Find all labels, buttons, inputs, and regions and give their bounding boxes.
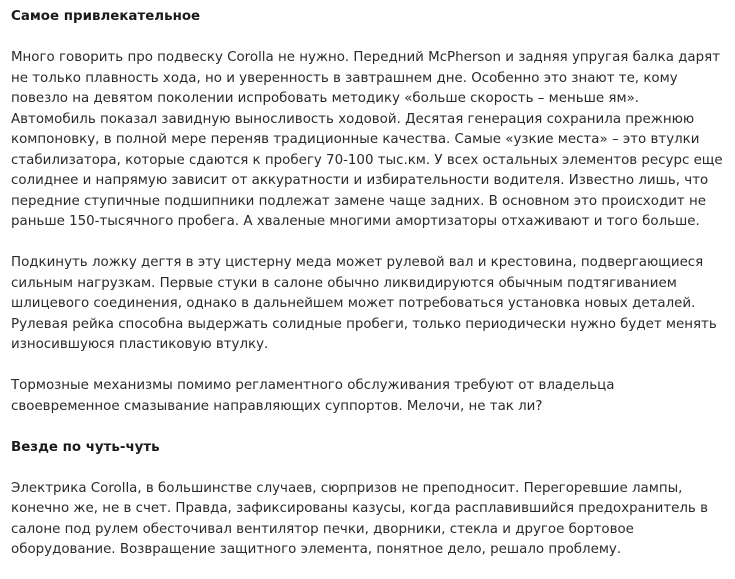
paragraph-electrics: Электрика Corolla, в большинстве случаев, сюрпризов не преподносит. Перегоревшие лампы, конечно же, не в счет. Правда, зафиксированы казусы, когда расплавившийся предохранитель в салоне под рулем обесточивал вентилятор печки, дворники, стекла и другое бортовое оборудование. Возвращение защитного элемента, понятное дело, решало проблему.: [11, 480, 708, 557]
paragraph-suspension: Много говорить про подвеску Corolla не нужно. Передний McPherson и задняя упругая балка дарят не только плавность хода, но и уверенность в завтрашнем дне. Особенно это знают те, кому повезло на девятом поколении испробовать методику «больше скорость – меньше ям». Автомобиль показал завидную выносливость ходовой. Десятая генерация сохранила прежнюю компоновку, в полной мере переняв традиционные качества. Самые «узкие места» – это втулки стабилизатора, которые сдаются к пробегу 70-100 тыс.км. У всех остальных элементов ресурс еще солиднее и напрямую зависит от аккуратности и избирательности водителя. Известно лишь, что передние ступичные подшипники подлежат замене чаще задних. В основном это происходит не раньше 150-тысячного пробега. А хваленые многими амортизаторы отхаживают и того больше.: [11, 50, 723, 229]
spacer: [11, 417, 725, 438]
section-heading-little-everywhere: Везде по чуть-чуть: [11, 439, 160, 455]
paragraph-brakes: Тормозные механизмы помимо регламентного обслуживания требуют от владельца своевременное смазывание направляющих суппортов. Мелочи, не так ли?: [11, 378, 615, 414]
spacer: [11, 233, 725, 254]
article: [11, 7, 725, 561]
section-heading-attractive: Самое привлекательное: [11, 9, 201, 24]
paragraph-steering: Подкинуть ложку дегтя в эту цистерну меда может рулевой вал и крестовина, подвергающиеся сильным нагрузкам. Первые стуки в салоне обычно ликвидируются обычным подтягиванием шлицевого соединения, однако в дальнейшем может потребоваться установка новых деталей. Рулевая рейка способна выдержать солидные пробеги, только периодически нужно будет менять износившуюся пластиковую втулку.: [11, 255, 717, 352]
spacer: [11, 458, 725, 479]
spacer: [11, 28, 725, 49]
spacer: [11, 356, 725, 377]
